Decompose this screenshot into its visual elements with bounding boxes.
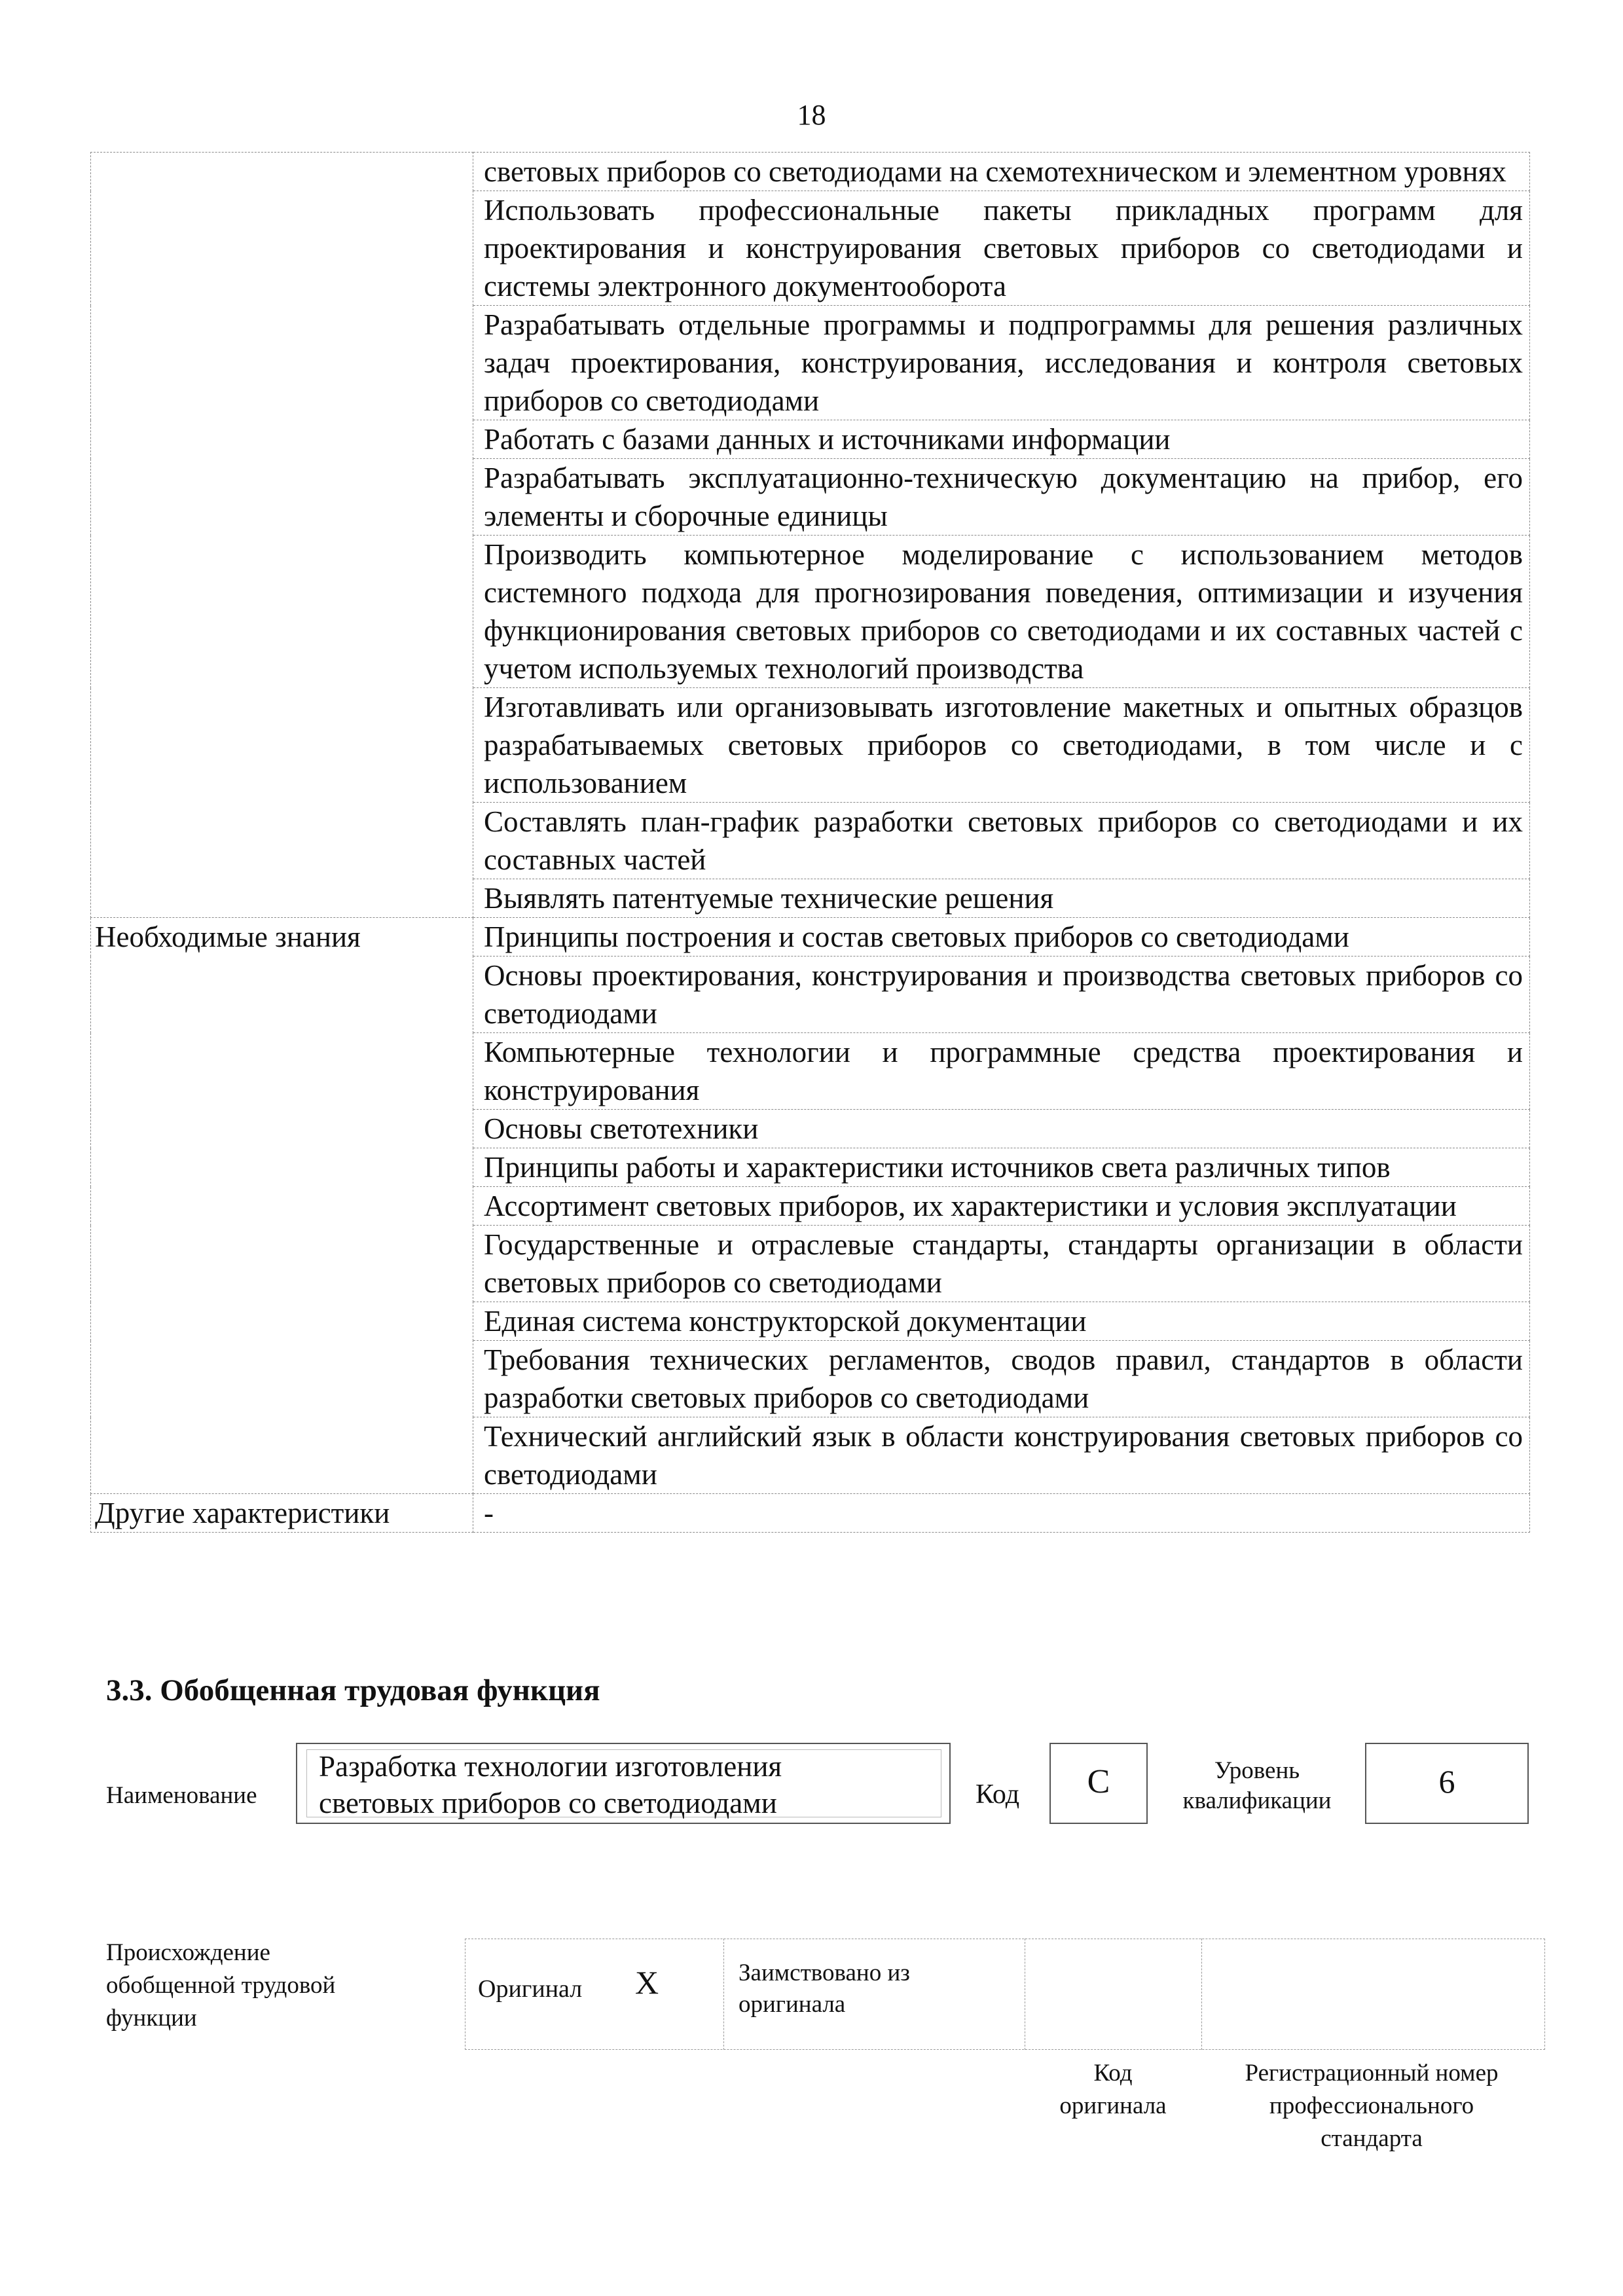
knowledge-label: Необходимые знания bbox=[91, 918, 473, 1494]
name-value-line: Разработка технологии изготовления bbox=[319, 1750, 782, 1783]
level-label bbox=[1159, 1756, 1355, 1816]
borrowed-label-line: оригинала bbox=[739, 1991, 846, 2018]
original-mark: X bbox=[635, 1964, 659, 2001]
table-row bbox=[91, 153, 1530, 191]
origin-divider bbox=[1201, 1939, 1202, 2050]
knowledge-item: Основы светотехники bbox=[473, 1110, 1530, 1148]
level-value: 6 bbox=[1438, 1763, 1455, 1800]
knowledge-item: Технический английский язык в области конструирования световых приборов со светодиодами bbox=[473, 1417, 1530, 1494]
origin-label bbox=[106, 1937, 335, 2035]
origin-table bbox=[465, 1939, 1545, 2050]
knowledge-item: Принципы построения и состав световых приборов со светодиодами bbox=[473, 918, 1530, 957]
knowledge-item: Единая система конструкторской документации bbox=[473, 1302, 1530, 1341]
skill-item: Изготавливать или организовывать изготовление макетных и опытных образцов разрабатываемых световых приборов со светодиодами, в том числе и с использованием bbox=[473, 688, 1530, 803]
table-row bbox=[91, 918, 1530, 957]
knowledge-item: Основы проектирования, конструирования и производства световых приборов со светодиодами bbox=[473, 957, 1530, 1033]
name-value-line: световых приборов со светодиодами bbox=[319, 1787, 777, 1819]
skill-item: Составлять план-график разработки световых приборов со светодиодами и их составных частей bbox=[473, 803, 1530, 879]
level-label-line: квалификации bbox=[1182, 1787, 1332, 1814]
skill-item: Разрабатывать эксплуатационно-техническую документацию на прибор, его элементы и сборочные единицы bbox=[473, 459, 1530, 536]
caption-line: оригинала bbox=[1059, 2092, 1167, 2119]
skill-item: Работать с базами данных и источниками информации bbox=[473, 420, 1530, 459]
section-title: 3.3. Обобщенная трудовая функция bbox=[106, 1673, 600, 1707]
skill-item: Разрабатывать отдельные программы и подпрограммы для решения различных задач проектирования, конструирования, исследования и контроля световых приборов со светодиодами bbox=[473, 306, 1530, 420]
borrowed-label bbox=[739, 1958, 910, 2020]
knowledge-item: Компьютерные технологии и программные средства проектирования и конструирования bbox=[473, 1033, 1530, 1110]
skill-item: Выявлять патентуемые технические решения bbox=[473, 879, 1530, 918]
knowledge-item: Ассортимент световых приборов, их характеристики и условия эксплуатации bbox=[473, 1187, 1530, 1226]
knowledge-item: Принципы работы и характеристики источников света различных типов bbox=[473, 1148, 1530, 1187]
caption-line: профессионального bbox=[1269, 2092, 1474, 2119]
page-number: 18 bbox=[797, 99, 826, 131]
caption-line: Регистрационный номер bbox=[1245, 2060, 1499, 2086]
other-characteristics-value: - bbox=[473, 1494, 1530, 1533]
origin-divider bbox=[723, 1939, 724, 2050]
skills-label-cell bbox=[91, 153, 473, 918]
skill-item: Использовать профессиональные пакеты прикладных программ для проектирования и конструирования световых приборов со светодиодами и системы электронного документооборота bbox=[473, 191, 1530, 306]
caption-line: Код bbox=[1093, 2060, 1133, 2086]
origin-label-line: обобщенной трудовой bbox=[106, 1972, 336, 1999]
origin-label-line: функции bbox=[106, 2005, 197, 2032]
code-value: С bbox=[1087, 1763, 1110, 1800]
level-label-line: Уровень bbox=[1214, 1757, 1300, 1784]
code-label: Код bbox=[976, 1779, 1020, 1810]
skill-item: световых приборов со светодиодами на схемотехническом и элементном уровнях bbox=[473, 153, 1530, 191]
origin-label-line: Происхождение bbox=[106, 1939, 270, 1966]
knowledge-item: Требования технических регламентов, сводов правил, стандартов в области разработки световых приборов со светодиодами bbox=[473, 1341, 1530, 1417]
knowledge-item: Государственные и отраслевые стандарты, стандарты организации в области световых приборов со светодиодами bbox=[473, 1226, 1530, 1302]
name-value bbox=[319, 1748, 934, 1821]
skill-item: Производить компьютерное моделирование с использованием методов системного подхода для прогнозирования поведения, оптимизации и изучения функционирования световых приборов со светодиодами и их составных частей с учетом используемых технологий производства bbox=[473, 536, 1530, 688]
name-label: Наименование bbox=[106, 1782, 257, 1809]
competency-table bbox=[90, 152, 1530, 1533]
original-code-caption bbox=[1025, 2057, 1201, 2123]
registration-number-caption bbox=[1201, 2057, 1542, 2155]
borrowed-label-line: Заимствовано из bbox=[739, 1959, 910, 1986]
other-characteristics-label: Другие характеристики bbox=[91, 1494, 473, 1533]
caption-line: стандарта bbox=[1321, 2125, 1423, 2152]
original-label: Оригинал bbox=[478, 1975, 583, 2003]
table-row bbox=[91, 1494, 1530, 1533]
